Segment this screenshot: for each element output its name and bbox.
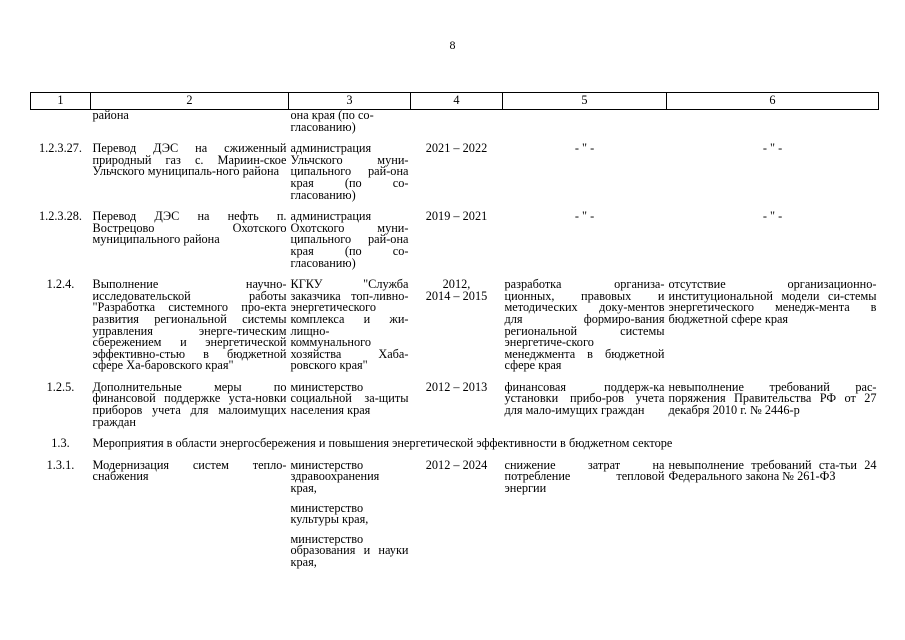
row-number: 1.2.3.27. [38,141,83,156]
executor-line: она края (по со- [290,108,374,122]
result-cell: финансовая поддерж-ка установки прибо-ров учета для мало-имущих граждан [504,379,665,418]
executor-cell: КГКУ "Служба заказчика топ-ливно-энергетического комплекса и жи-лищно-коммунального хозяйства Хаба-ровского края" [290,277,409,373]
consequence-cell: невыполнение требований ста-тьи 24 Федерального закона № 261-ФЗ [668,457,877,484]
measures-table [30,92,879,577]
result-cell [503,110,667,144]
column-header: 1 [31,93,91,110]
executor-cell: администрация Ульчского муни-ципального рай-она края (по со-гласованию) [290,141,409,202]
years-cell: 2012 – 2013 [425,379,488,394]
activity-cell: района [92,108,129,122]
column-header: 3 [289,93,411,110]
column-header: 2 [91,93,289,110]
activity-cell: Модернизация систем тепло-снабжения [92,457,287,484]
table-row [31,143,879,211]
column-header: 5 [503,93,667,110]
executor-cell: министерство социальной за-щиты населения края [290,379,409,418]
table-row [31,460,879,577]
executor-entry: министерство образования и науки края, [290,531,409,569]
activity-cell: Дополнительные меры по финансовой поддержке уста-новки приборов учета для малоимущих граждан [92,379,287,429]
column-header: 4 [411,93,503,110]
executor-cell [289,110,411,144]
years-cell: 2019 – 2021 [425,209,488,224]
section-title: Мероприятия в области энергосбережения и повышения энергетической эффективности в бюджетном секторе [92,436,673,451]
executor-line: гласованию) [290,119,356,134]
activity-cell: Выполнение научно-исследовательской работы "Разработка системного про-екта развития региональной системы управления энерге-тическим сбережением и энергетической эффективно-стью в бюджетной сфере Ха-баровского края" [92,277,287,373]
result-cell: разработка организа-ционных, правовых и методических доку-ментов для формиро-вания региональной системы энергетиче-ского менеджмента в бюджетной сфере края [504,277,665,373]
executor-cell: администрация Охотского муни-ципального рай-она края (по со-гласованию) [290,209,409,270]
row-number: 1.3.1. [46,457,75,472]
consequence-cell: невыполнение требований рас-поряжения Правительства РФ от 27 декабря 2010 г. № 2446-р [668,379,877,418]
row-number [31,110,91,144]
consequence-cell [667,110,879,144]
years-cell [411,110,503,144]
row-number: 1.2.3.28. [38,209,83,224]
years-cell: 2012 – 2024 [425,457,488,472]
result-cell: снижение затрат на потребление тепловой энергии [504,457,665,496]
consequence-cell: - " - [762,209,783,224]
column-header: 6 [667,93,879,110]
table-row [31,211,879,279]
consequence-cell: отсутствие организационно-институциональной модели си-стемы энергетического менедж-мента в бюджетной сфере края [668,277,877,326]
consequence-cell: - " - [762,141,783,156]
executor-cell [289,457,411,577]
row-number: 1.2.5. [46,379,75,394]
years-cell [411,279,503,382]
years-cell: 2021 – 2022 [425,141,488,156]
activity-cell: Перевод ДЭС на сжиженный природный газ с. Мариин-ское Ульчского муниципаль-ного района [92,141,287,179]
activity-cell: Перевод ДЭС на нефть п. Вострецово Охотского муниципального района [92,209,287,247]
table-row [31,382,879,438]
executor-entry: министерство культуры края, [290,500,369,527]
years-line: 2014 – 2015 [425,288,488,303]
table-header-row [31,93,879,110]
table-row [31,110,879,144]
years-line: 2012, [442,277,471,292]
row-number: 1.2.4. [46,277,75,292]
row-number: 1.3. [51,436,70,451]
page-number: 8 [449,38,456,52]
executor-entry: министерство здравоохранения края, [290,457,380,496]
result-cell: - " - [574,141,595,156]
section-row [31,438,879,460]
result-cell: - " - [574,209,595,224]
table-row [31,279,879,382]
